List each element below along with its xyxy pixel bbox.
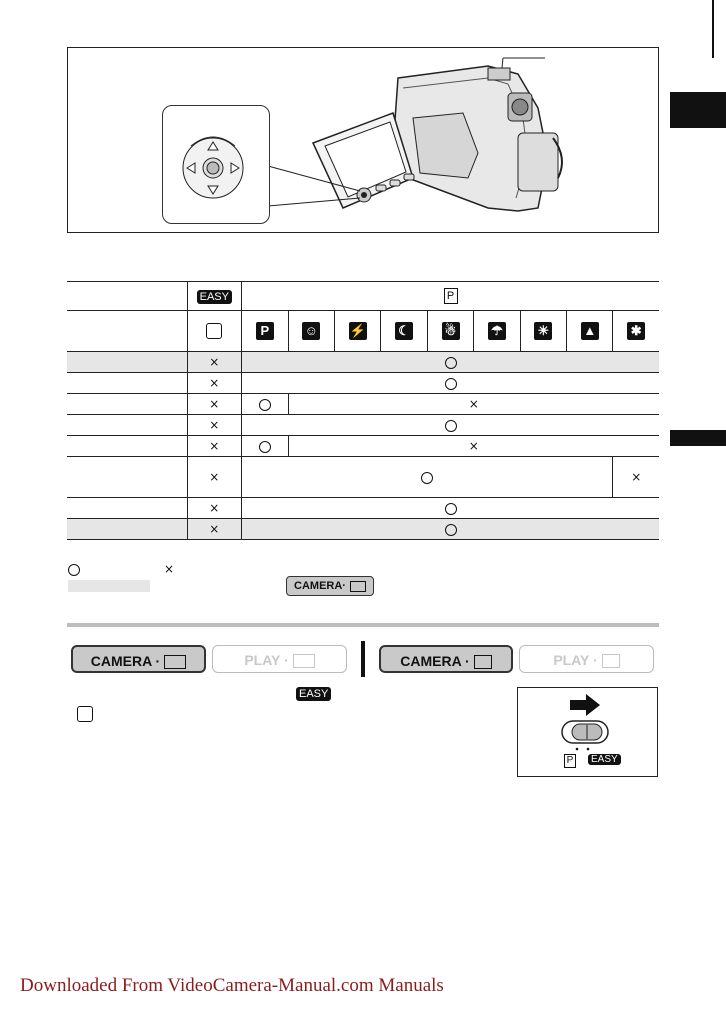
mode-cell xyxy=(242,498,659,519)
joystick-icon xyxy=(163,106,269,223)
snow-icon: ☃ xyxy=(427,311,473,352)
tape-icon xyxy=(293,654,315,668)
auto-box-icon xyxy=(77,706,93,722)
mode-icon-row xyxy=(67,311,659,352)
section-tab xyxy=(670,430,726,446)
memory-card-icon xyxy=(474,655,492,669)
row-label-cell xyxy=(67,498,187,519)
play-card-label: PLAY · xyxy=(553,652,598,668)
available-icon xyxy=(421,472,433,484)
easy-icon: EASY xyxy=(197,290,232,304)
legend-gray-swatch xyxy=(68,580,150,592)
spotlight-icon: ▲ xyxy=(567,311,613,352)
sunset-icon: ☀ xyxy=(520,311,566,352)
table-row xyxy=(67,352,659,373)
mode-cell xyxy=(242,352,659,373)
available-icon xyxy=(259,399,271,411)
easy-inline-icon xyxy=(296,684,331,702)
p-mode-icon: P xyxy=(242,311,288,352)
p-icon: P xyxy=(444,288,458,304)
row-label-cell xyxy=(67,373,187,394)
camcorder-illustration xyxy=(67,47,659,233)
mode-cell: × xyxy=(288,436,659,457)
available-icon xyxy=(259,441,271,453)
chapter-tab xyxy=(670,92,726,128)
mode-cell xyxy=(242,415,659,436)
camera-tape-button[interactable] xyxy=(71,645,206,673)
easy-mode-cell: × xyxy=(187,457,242,498)
portrait-icon: ☺ xyxy=(288,311,334,352)
mode-cell xyxy=(242,457,613,498)
button-group-separator xyxy=(361,641,365,677)
row-label-cell xyxy=(67,436,187,457)
mode-cell xyxy=(242,436,288,457)
header-label-cell xyxy=(67,282,187,311)
row-label-cell xyxy=(67,352,187,373)
table-row xyxy=(67,457,659,498)
page-edge-rule xyxy=(712,0,714,58)
play-card-button[interactable] xyxy=(519,645,654,673)
camera-tape-label: CAMERA · xyxy=(90,653,161,669)
easy-inline-text: EASY xyxy=(296,687,331,701)
play-tape-label: PLAY · xyxy=(244,652,289,668)
easy-mode-cell: × xyxy=(187,352,242,373)
right-arrow-icon xyxy=(570,694,600,716)
row-label-cell xyxy=(67,394,187,415)
camera-card-button[interactable] xyxy=(379,645,513,673)
available-icon xyxy=(445,378,457,390)
easy-mode-cell: × xyxy=(187,373,242,394)
table-row xyxy=(67,498,659,519)
mode-cell: × xyxy=(288,394,659,415)
legend xyxy=(68,562,175,577)
easy-mode-cell: × xyxy=(187,436,242,457)
section-divider xyxy=(67,623,659,627)
row-label-cell xyxy=(67,415,187,436)
camera-card-label: CAMERA · xyxy=(400,653,470,669)
easy-column-head xyxy=(187,282,242,311)
available-icon xyxy=(445,357,457,369)
legend-cross-icon: × xyxy=(164,562,175,576)
table-row xyxy=(67,394,659,415)
camera-badge-label: CAMERA· xyxy=(294,580,346,592)
beach-icon: ☂ xyxy=(474,311,520,352)
program-column-head xyxy=(242,282,659,311)
table-row xyxy=(67,436,659,457)
joystick-inset xyxy=(162,105,270,224)
available-icon xyxy=(445,503,457,515)
easy-mode-cell: × xyxy=(187,394,242,415)
mode-switch-panel xyxy=(517,687,658,777)
tape-icon xyxy=(164,655,186,669)
table-row xyxy=(67,519,659,540)
switch-p-label: P xyxy=(564,754,576,768)
available-icon xyxy=(445,524,457,536)
easy-mode-cell: × xyxy=(187,415,242,436)
memory-card-icon xyxy=(602,654,620,668)
sports-icon: ⚡ xyxy=(334,311,380,352)
play-tape-button[interactable] xyxy=(212,645,347,673)
tape-icon xyxy=(350,581,366,592)
icon-row-label xyxy=(67,311,187,352)
night-icon: ☾ xyxy=(381,311,427,352)
legend-circle-icon xyxy=(68,564,80,576)
row-label-cell xyxy=(67,457,187,498)
auto-box-icon xyxy=(187,311,242,352)
mode-cell xyxy=(242,373,659,394)
table-row xyxy=(67,373,659,394)
recording-mode-table xyxy=(67,281,659,540)
fireworks-icon: ✱ xyxy=(613,311,659,352)
table-row xyxy=(67,415,659,436)
easy-mode-cell: × xyxy=(187,498,242,519)
easy-mode-cell: × xyxy=(187,519,242,540)
camera-tape-badge xyxy=(286,576,374,596)
mode-cell: × xyxy=(613,457,659,498)
auto-mode-inline-icon xyxy=(77,705,93,723)
switch-easy-label: EASY xyxy=(588,754,621,765)
camcorder-drawing xyxy=(68,48,658,232)
mode-cell xyxy=(242,519,659,540)
mode-cell xyxy=(242,394,288,415)
row-label-cell xyxy=(67,519,187,540)
available-icon xyxy=(445,420,457,432)
footer-download-link[interactable]: Downloaded From VideoCamera-Manual.com Manuals xyxy=(20,975,444,996)
